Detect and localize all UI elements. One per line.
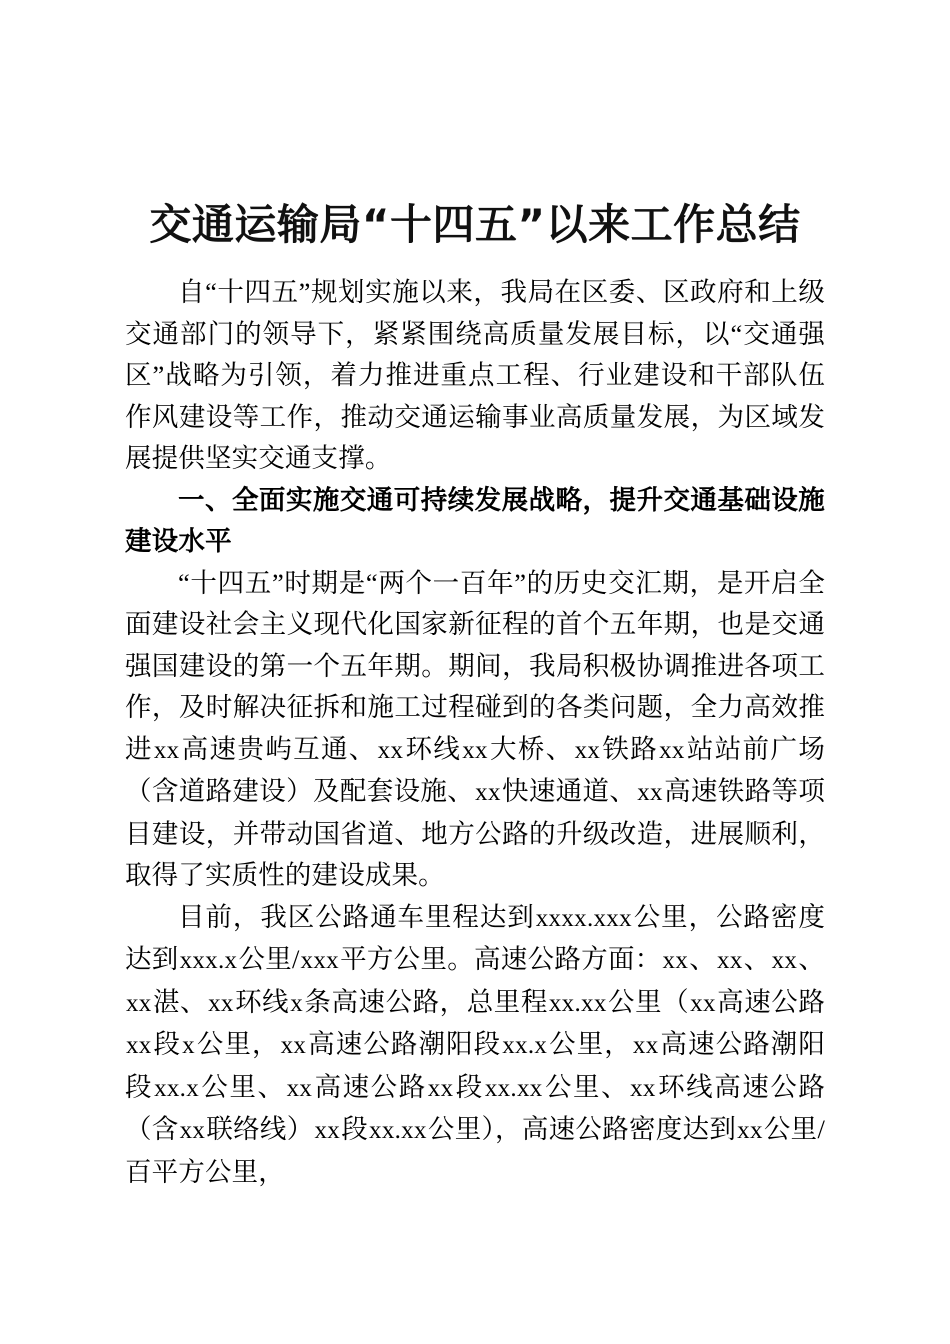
placeholder-value: xxx.x [179, 947, 238, 974]
document-title: 交通运输局“十四五”以来工作总结 [149, 200, 801, 250]
placeholder-value: xx [662, 947, 689, 974]
placeholder-value: xx [377, 736, 404, 764]
placeholder-value: xxx [300, 947, 339, 974]
paragraph-intro: 自“十四五”规划实施以来，我局在区委、区政府和上级交通部门的领导下，紧紧围绕高质量发展目标，以“交通强区”战略为引领，着力推进重点工程、行业建设和干部队伍作风建设等工作，推动交通运输事业高质量发展，为区域发展提供坚实交通支撑。 [125, 277, 825, 473]
placeholder-value: xxxx.xxx [535, 904, 632, 932]
placeholder-value: xx [286, 1074, 313, 1102]
placeholder-value: xx [574, 736, 601, 764]
placeholder-value: xx.xx [484, 1074, 543, 1102]
placeholder-value: xx [462, 736, 488, 764]
document-body [125, 272, 825, 1193]
placeholder-value: xx [637, 779, 663, 806]
placeholder-value: xx [659, 736, 685, 764]
placeholder-value: xx [690, 989, 716, 1017]
placeholder-value: xx [737, 1117, 763, 1144]
placeholder-value: xx [771, 947, 798, 974]
placeholder-value: x [290, 989, 304, 1017]
placeholder-value: xx [632, 1032, 659, 1059]
paragraph-section-1-body-1: “十四五”时期是“两个一百年”的历史交汇期，是开启全面建设社会主义现代化国家新征程的首个五年期，也是交通强国建设的第一个五年期。期间，我局积极协调推进各项工作，及时解决征拆和施工过程碰到的各类问题，全力高效推进xx高速贵屿互通、xx环线xx大桥、xx铁路xx站站前广场（含道路建设）及配套设施、xx快速通道、xx高速铁路等项目建设，并带动国省道、地方公路的升级改造，进展顺利，取得了实质性的建设成果。 [125, 567, 826, 890]
placeholder-value: xx [475, 779, 501, 806]
placeholder-value: xx [427, 1074, 454, 1102]
placeholder-value: xx [630, 1074, 656, 1102]
placeholder-value: xx [314, 1117, 341, 1144]
placeholder-value: x [182, 1032, 195, 1059]
placeholder-value: xx.x [154, 1074, 200, 1102]
placeholder-value: xx [208, 989, 234, 1017]
placeholder-value: xx [126, 989, 152, 1017]
paragraph-section-1-body-2: 目前，我区公路通车里程达到xxxx.xxx公里，公路密度达到xxx.x公里/xxx平方公里。高速公路方面：xx、xx、xx、xx湛、xx环线x条高速公路，总里程xx.xx公里（xx高速公路xx段x公里，xx高速公路潮阳段xx.x公里，xx高速公路潮阳段xx.x公里、xx高速公路xx段xx.xx公里、xx环线高速公路（含xx联络线）xx段xx.xx公里），高速公路密度达到xx公里/百平方公里， [125, 901, 826, 1187]
placeholder-value: xx [126, 1032, 152, 1059]
placeholder-value: xx.xx [369, 1117, 427, 1144]
placeholder-value: xx.x [502, 1032, 548, 1059]
placeholder-value: xx.xx [548, 989, 607, 1017]
placeholder-value: xx [153, 736, 180, 764]
placeholder-value: xx [280, 1032, 307, 1059]
placeholder-value: xx [717, 947, 743, 974]
placeholder-value: xx [179, 1117, 206, 1144]
section-heading-1: 一、全面实施交通可持续发展战略，提升交通基础设施建设水平 [125, 484, 825, 556]
